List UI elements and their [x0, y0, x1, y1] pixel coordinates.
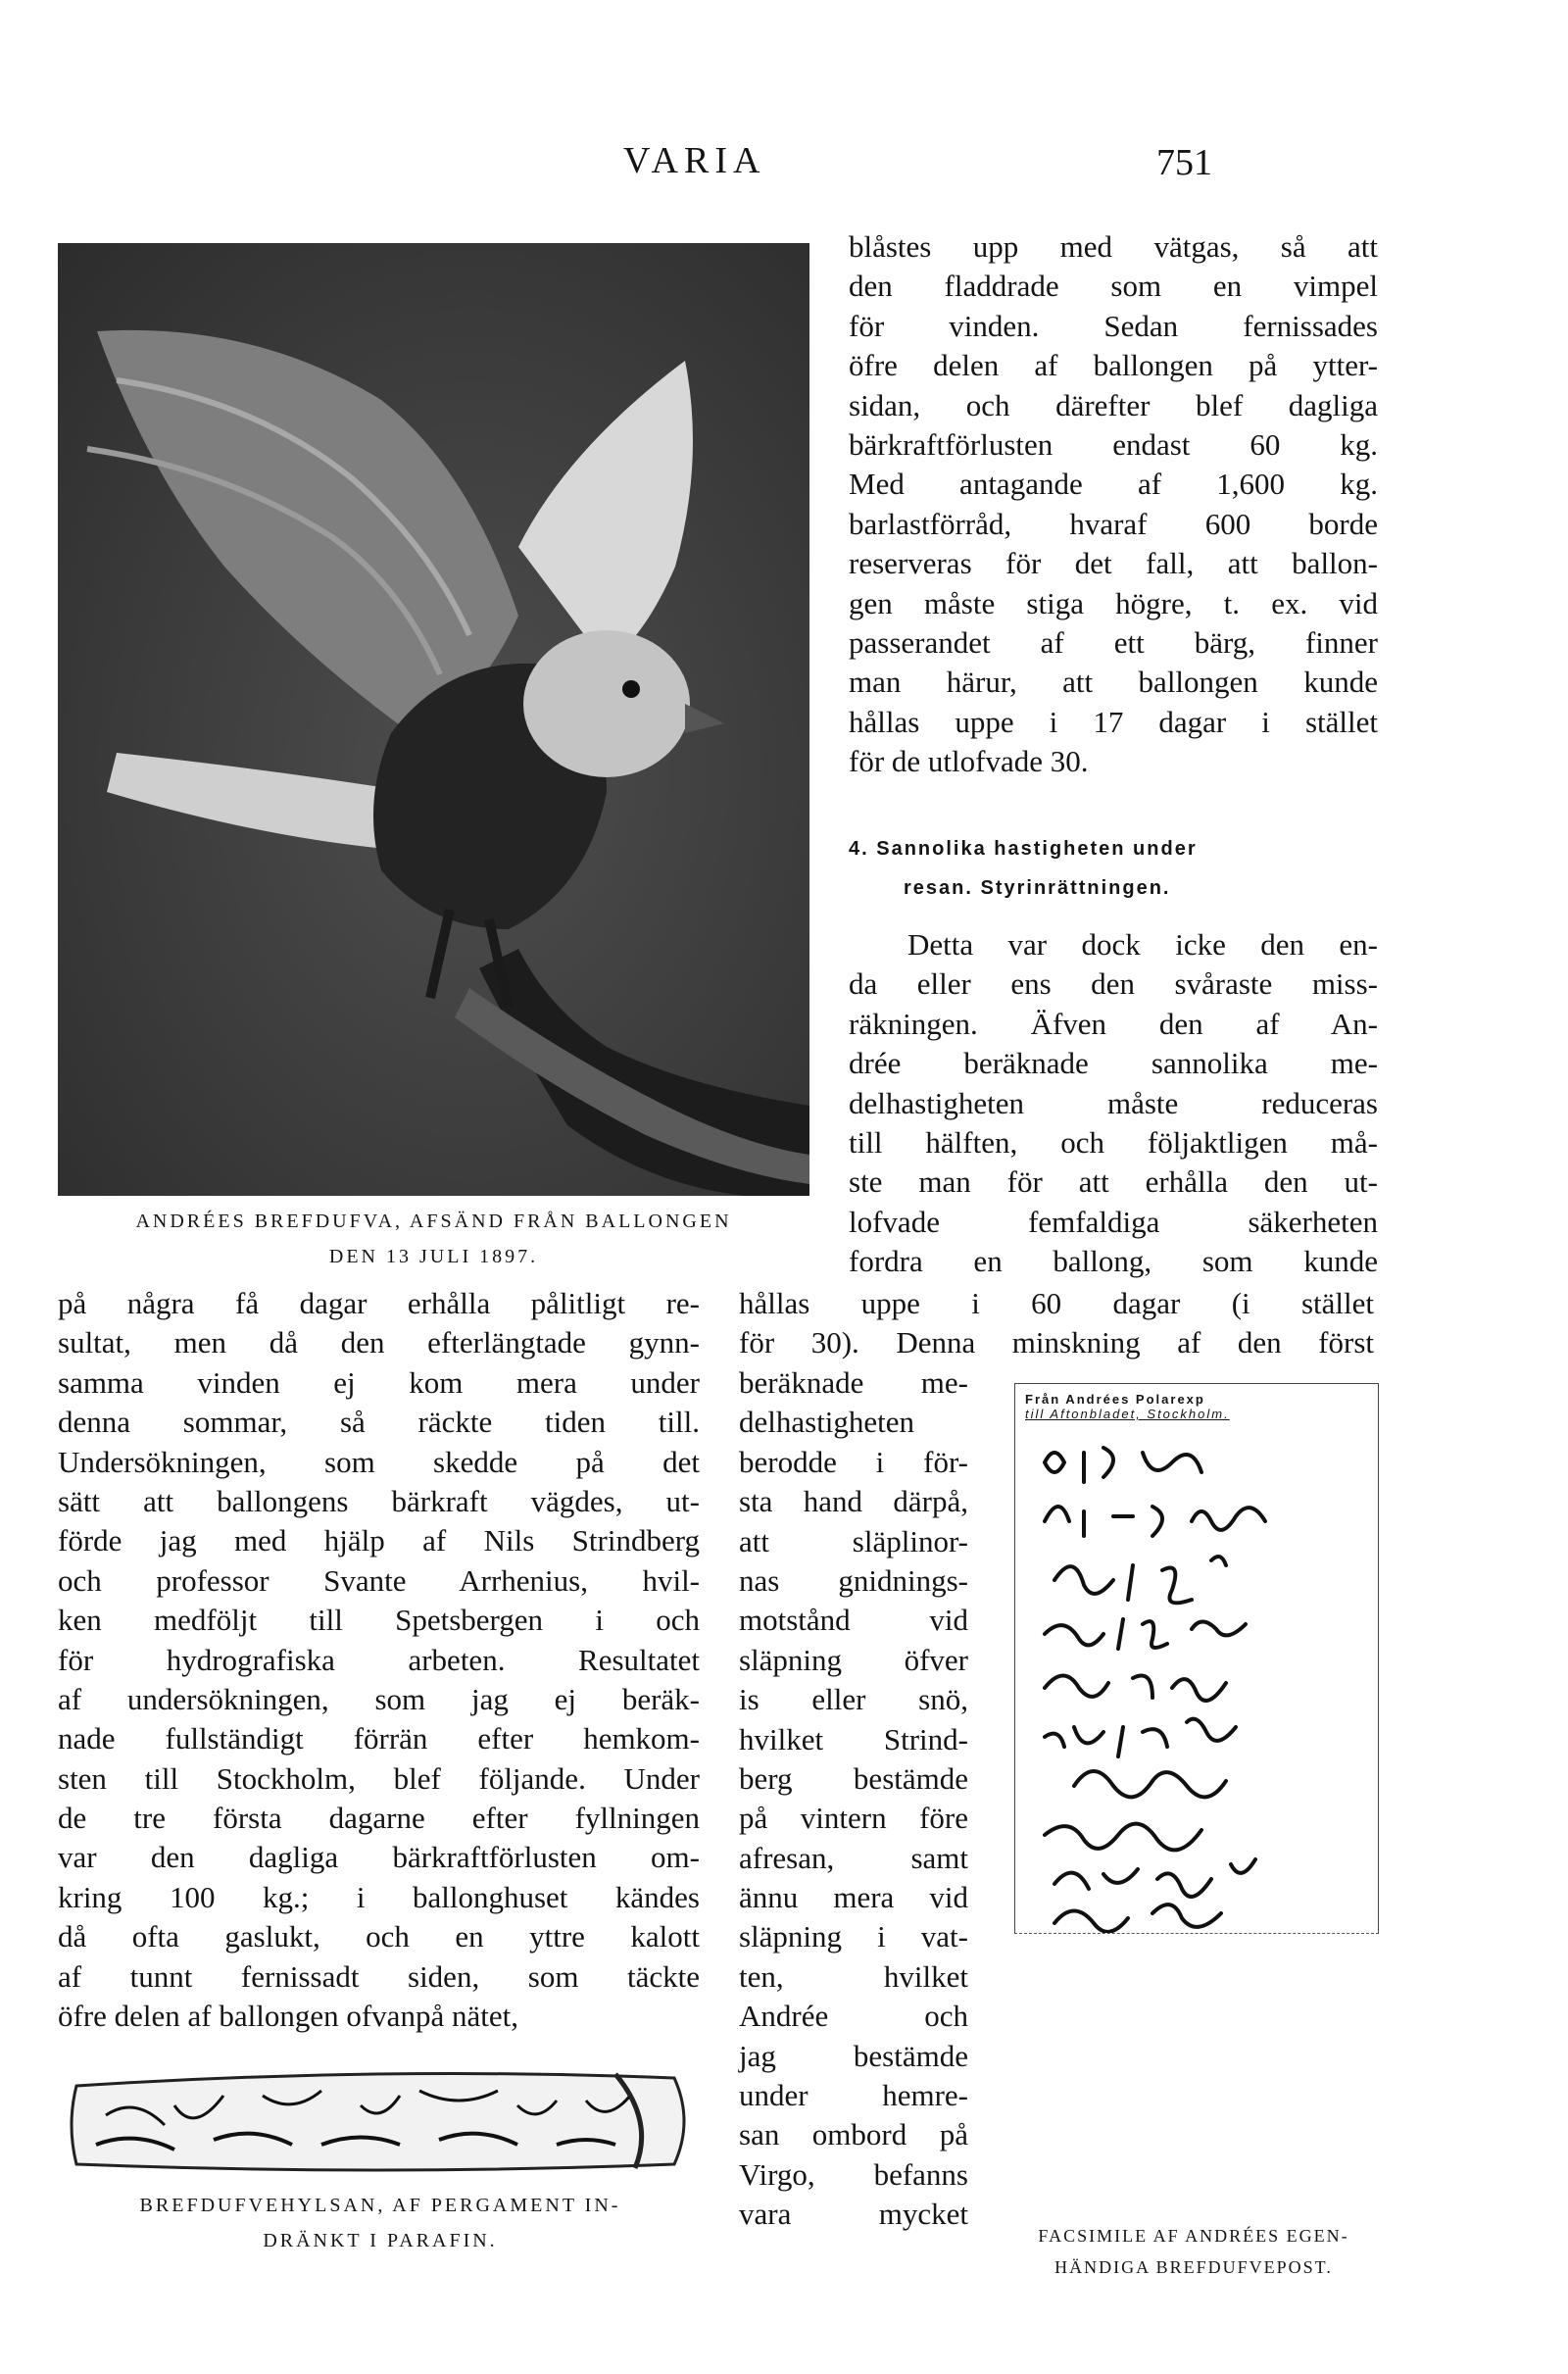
text-line: nade fullständigt förrän efter hemkom- — [58, 1721, 700, 1756]
narrow-column — [739, 1363, 968, 2235]
text-line: Undersökningen, som skedde på det — [58, 1444, 700, 1479]
text-line: släpning i vat- — [739, 1919, 968, 1954]
letter-stamp — [1025, 1392, 1363, 1421]
text-line: släpning öfver — [739, 1642, 968, 1677]
left-column-paragraph — [58, 1284, 700, 2036]
caption-line: ANDRÉES BREFDUFVA, AFSÄND FRÅN BALLONGEN — [135, 1211, 732, 1232]
right-wing — [518, 361, 693, 665]
text-line: lofvade femfaldiga säkerheten — [849, 1204, 1378, 1239]
handwriting-line — [1054, 1859, 1255, 1897]
text-line: för de utlofvade 30. — [849, 744, 1089, 779]
text-line: passerandet af ett bärg, finner — [849, 624, 1378, 660]
page-number: 751 — [1156, 142, 1212, 183]
text-line: af tunnt fernissadt siden, som täckte — [58, 1958, 700, 1994]
handwriting-line — [1045, 1507, 1265, 1536]
text-line: is eller snö, — [739, 1682, 968, 1717]
running-title: VARIA — [623, 140, 766, 181]
text-line: då ofta gaslukt, och en yttre kalott — [58, 1919, 700, 1954]
text-line: sidan, och därefter blef dagliga — [849, 387, 1378, 422]
pigeon-beak — [685, 704, 724, 733]
text-line: på några få dagar erhålla pålitligt re- — [58, 1286, 700, 1320]
handwriting-line — [1045, 1448, 1201, 1482]
text-line: bärkraftförlusten endast 60 kg. — [849, 426, 1378, 462]
handwriting-line — [1074, 1771, 1226, 1797]
handwriting-line — [1045, 1676, 1226, 1702]
text-line: man härur, att ballongen kunde — [849, 665, 1378, 700]
text-line: berg bestämde — [739, 1760, 968, 1796]
text-line: kring 100 kg.; i ballonghuset kändes — [58, 1879, 700, 1914]
text-line: fordra en ballong, som kunde — [849, 1244, 1378, 1279]
tail-feathers — [107, 753, 411, 851]
text-line: ännu mera vid — [739, 1880, 968, 1915]
text-line: denna sommar, så räckte tiden till. — [58, 1405, 700, 1440]
text-line: Virgo, befanns — [739, 2156, 968, 2192]
text-line: förde jag med hjälp af Nils Strindberg — [58, 1523, 700, 1558]
text-line: beräknade me- — [739, 1365, 968, 1400]
text-line: för hydrografiska arbeten. Resultatet — [58, 1642, 700, 1677]
text-line: under hemre- — [739, 2078, 968, 2113]
tube-caption — [67, 2188, 694, 2258]
text-line: san ombord på — [739, 2117, 968, 2152]
text-line: hållas uppe i 17 dagar i stället — [849, 704, 1378, 739]
handwriting-line — [1054, 1904, 1221, 1932]
text-line: sten till Stockholm, blef följande. Under — [58, 1760, 700, 1796]
text-line: blåstes upp med vätgas, så att — [849, 229, 1378, 264]
text-line: att släplinor- — [739, 1523, 968, 1558]
text-line: på vintern före — [739, 1801, 968, 1836]
handwriting-line — [1054, 1557, 1226, 1603]
right-column-paragraph-2 — [849, 925, 1378, 1282]
pigeon-eye — [622, 680, 640, 698]
heading-line: resan. Styrinrättningen. — [904, 877, 1171, 899]
letter-caption — [988, 2220, 1399, 2283]
handwriting-scribble — [1015, 1443, 1378, 1933]
pigeon-photo — [58, 243, 809, 1196]
text-line: samma vinden ej kom mera under — [58, 1364, 700, 1400]
text-line: barlastförråd, hvaraf 600 borde — [849, 506, 1378, 541]
text-line: till hälften, och följaktligen må- — [849, 1124, 1378, 1160]
text-line: sultat, men då den efterlängtade gynn- — [58, 1325, 700, 1360]
text-line: af undersökningen, som jag ej beräk- — [58, 1681, 700, 1716]
message-tube — [67, 2066, 694, 2176]
text-line: reserveras för det fall, att ballon- — [849, 546, 1378, 581]
text-line: den fladdrade som en vimpel — [849, 269, 1378, 304]
text-line: gen måste stiga högre, t. ex. vid — [849, 585, 1378, 620]
caption-line: HÄNDIGA BREFDUFVEPOST. — [1054, 2257, 1333, 2277]
text-line: för 30). Denna minskning af den först — [739, 1325, 1374, 1360]
handwriting-line — [1045, 1824, 1201, 1851]
text-line: hållas uppe i 60 dagar (i stället — [739, 1286, 1374, 1320]
text-line: vara mycket — [739, 2197, 968, 2232]
text-line: berodde i för- — [739, 1444, 968, 1479]
page-header — [0, 139, 1568, 188]
text-line: de tre första dagarne efter fyllningen — [58, 1801, 700, 1836]
right-column-paragraph-1 — [849, 227, 1378, 781]
heading-line: 4. Sannolika hastigheten under — [849, 838, 1198, 860]
text-line: öfre delen af ballongen på ytter- — [849, 348, 1378, 383]
caption-line: BREFDUFVEHYLSAN, AF PERGAMENT IN- — [139, 2195, 621, 2216]
handwriting-line — [1045, 1619, 1246, 1649]
wide-text-lines — [739, 1284, 1374, 1363]
stamp-line: Från Andrées Polarexp — [1025, 1392, 1205, 1407]
text-line: delhastigheten måste reduceras — [849, 1085, 1378, 1120]
text-line: ste man för att erhålla den ut- — [849, 1164, 1378, 1200]
text-line: Detta var dock icke den en- — [907, 927, 1378, 962]
text-line: var den dagliga bärkraftförlusten om- — [58, 1840, 700, 1875]
text-line: delhastigheten — [739, 1405, 915, 1440]
text-line: Med antagande af 1,600 kg. — [849, 467, 1378, 502]
text-line: da eller ens den svåraste miss- — [849, 966, 1378, 1002]
text-line: ken medföljt till Spetsbergen i och — [58, 1603, 700, 1638]
text-line: drée beräknade sannolika me- — [849, 1046, 1378, 1081]
stamp-line: till Aftonbladet, Stockholm. — [1025, 1407, 1230, 1421]
text-line: hvilket Strind- — [739, 1721, 968, 1756]
caption-line: FACSIMILE AF ANDRÉES EGEN- — [1038, 2226, 1349, 2246]
caption-line: DEN 13 JULI 1897. — [328, 1246, 539, 1267]
text-line: och professor Svante Arrhenius, hvil- — [58, 1562, 700, 1598]
text-line: för vinden. Sedan fernissades — [849, 308, 1378, 343]
caption-line: DRÄNKT I PARAFIN. — [263, 2230, 498, 2251]
text-line: afresan, samt — [739, 1840, 968, 1875]
handwriting-line — [1045, 1719, 1236, 1756]
text-line: motstånd vid — [739, 1603, 968, 1638]
text-line: öfre delen af ballongen ofvanpå nätet, — [58, 1999, 518, 2034]
text-line: sta hand därpå, — [739, 1484, 968, 1519]
pigeon-head — [523, 630, 690, 777]
text-line: sätt att ballongens bärkraft vägdes, ut- — [58, 1483, 700, 1518]
text-line: nas gnidnings- — [739, 1562, 968, 1598]
letter-facsimile — [1014, 1383, 1379, 1934]
pigeon-illustration — [58, 243, 809, 1196]
section-heading — [849, 829, 1378, 908]
text-line: jag bestämde — [739, 2038, 968, 2073]
text-line: ten, hvilket — [739, 1958, 968, 1994]
text-line: Andrée och — [739, 1999, 968, 2034]
message-tube-illustration — [67, 2066, 694, 2176]
text-line: räkningen. Äfven den af An- — [849, 1006, 1378, 1041]
photo-caption — [58, 1204, 809, 1274]
